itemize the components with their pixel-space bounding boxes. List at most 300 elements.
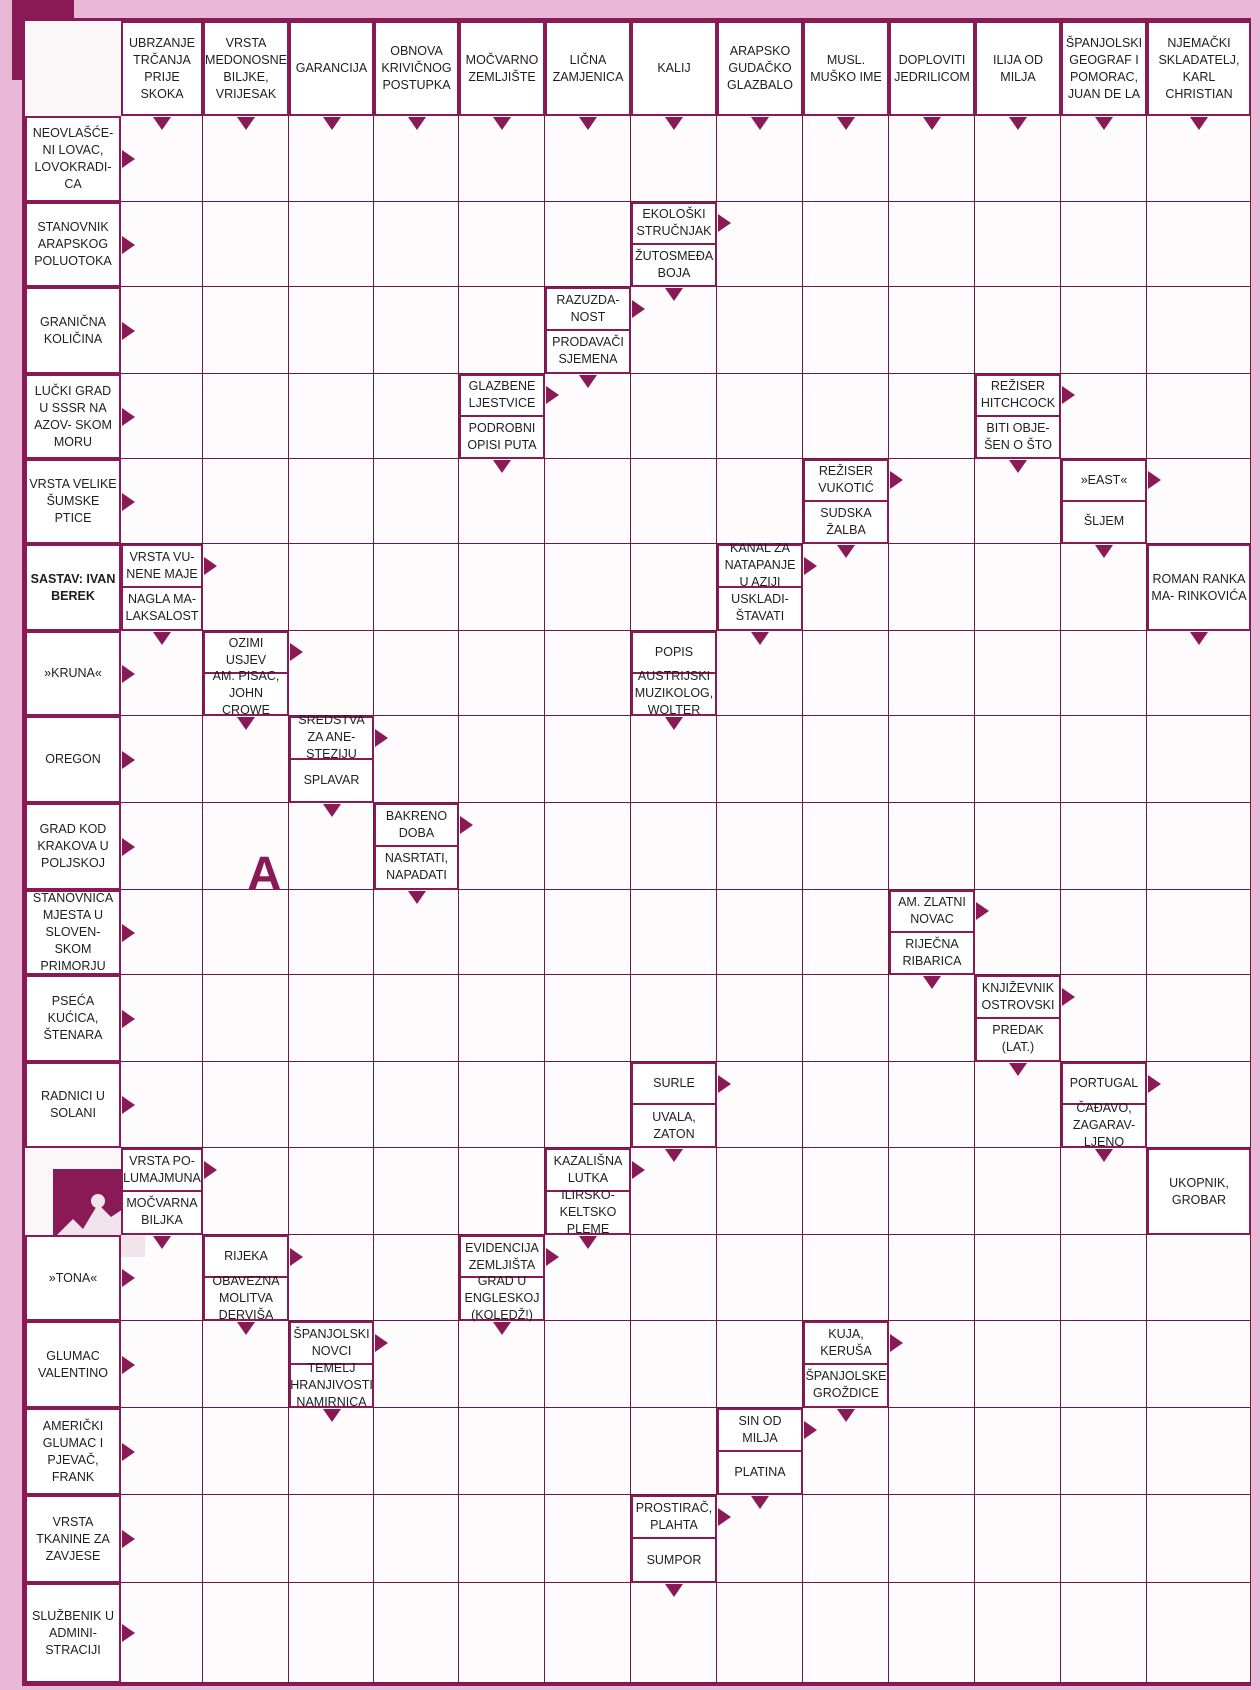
answer-cell[interactable]: [1061, 1408, 1147, 1495]
clue-text: ILIRSKO- KELTSKO PLEME: [559, 1187, 617, 1236]
answer-cell[interactable]: [631, 1583, 717, 1683]
inner-clue-box: [459, 1235, 545, 1321]
answer-cell[interactable]: [889, 716, 975, 803]
answer-cell[interactable]: [631, 1235, 717, 1321]
arrow-right-icon: [890, 1334, 903, 1352]
clue-top: [1063, 1064, 1145, 1105]
clue-text: GARANCIJA: [295, 61, 368, 75]
column-clue: [289, 21, 374, 116]
column-clue: [631, 21, 717, 116]
answer-cell[interactable]: [459, 202, 545, 287]
answer-cell[interactable]: [803, 1062, 889, 1148]
answer-cell[interactable]: [1061, 1235, 1147, 1321]
answer-cell[interactable]: [374, 1148, 459, 1235]
column-clue: [545, 21, 631, 116]
answer-cell[interactable]: [203, 287, 289, 374]
clue-top: [633, 204, 715, 245]
answer-cell[interactable]: [1147, 716, 1251, 803]
row-clue: [25, 631, 121, 716]
answer-cell[interactable]: [203, 890, 289, 975]
clue-text: EKOLOŠKI STRUČNJAK: [636, 207, 712, 239]
clue-bottom: [1063, 502, 1145, 543]
clue-top: [633, 1497, 715, 1539]
answer-cell[interactable]: [631, 890, 717, 975]
row-clue: [25, 459, 121, 544]
arrow-right-icon: [204, 1161, 217, 1179]
answer-cell[interactable]: [889, 287, 975, 374]
arrow-down-icon: [837, 1409, 855, 1422]
inner-clue-box: [545, 287, 631, 374]
answer-cell[interactable]: [717, 374, 803, 459]
answer-cell[interactable]: [1061, 202, 1147, 287]
arrow-down-icon: [923, 117, 941, 130]
answer-cell[interactable]: [803, 202, 889, 287]
clue-text: ILIJA OD MILJA: [992, 52, 1044, 84]
clue-top: [291, 1323, 372, 1365]
clue-text: BAKRENO DOBA: [385, 808, 448, 840]
answer-cell[interactable]: [717, 1583, 803, 1683]
arrow-down-icon: [323, 117, 341, 130]
clue-text: KNJIŽEVNIK OSTROVSKI: [981, 980, 1055, 1012]
arrow-down-icon: [1009, 460, 1027, 473]
row-clue: [25, 544, 121, 631]
answer-cell[interactable]: [803, 716, 889, 803]
arrow-right-icon: [546, 386, 559, 404]
answer-cell[interactable]: [374, 374, 459, 459]
answer-cell[interactable]: [289, 890, 374, 975]
row-clue: [25, 287, 121, 374]
answer-cell[interactable]: [717, 1235, 803, 1321]
clue-text: PRODAVAČI SJEMENA: [552, 335, 624, 367]
answer-cell[interactable]: [459, 975, 545, 1062]
answer-cell[interactable]: [374, 459, 459, 544]
answer-cell[interactable]: [459, 1062, 545, 1148]
clue-text: OBNOVA KRIVIČNOG POSTUPKA: [381, 44, 452, 92]
arrow-down-icon: [408, 891, 426, 904]
answer-cell[interactable]: [459, 1148, 545, 1235]
arrow-down-icon: [837, 545, 855, 558]
clue-text: LIČNA ZAMJENICA: [552, 52, 624, 84]
answer-cell[interactable]: [1147, 1062, 1251, 1148]
clue-bottom: [977, 1019, 1059, 1061]
arrow-down-icon: [1190, 632, 1208, 645]
row-clue: [25, 1321, 121, 1408]
answer-cell[interactable]: [1061, 890, 1147, 975]
answer-cell[interactable]: [1147, 1583, 1251, 1683]
arrow-right-icon: [976, 902, 989, 920]
clue-top: [376, 805, 457, 847]
answer-cell[interactable]: [545, 890, 631, 975]
answer-cell[interactable]: [717, 459, 803, 544]
clue-bottom: [123, 588, 201, 630]
clue-bottom: [719, 1452, 801, 1494]
arrow-right-icon: [1062, 386, 1075, 404]
answer-cell[interactable]: [975, 1235, 1061, 1321]
clue-text: PORTUGAL: [1069, 1076, 1139, 1090]
answer-cell[interactable]: [545, 631, 631, 716]
arrow-right-icon: [122, 1356, 135, 1374]
answer-cell[interactable]: [803, 1583, 889, 1683]
clue-text: MUSL. MUŠKO IME: [810, 52, 882, 84]
arrow-down-icon: [493, 1322, 511, 1335]
clue-text: PODROBNI OPISI PUTA: [467, 420, 537, 452]
answer-cell[interactable]: [545, 1408, 631, 1495]
answer-cell[interactable]: [889, 1583, 975, 1683]
arrow-down-icon: [665, 1149, 683, 1162]
inner-clue-box: [1061, 1062, 1147, 1148]
answer-cell[interactable]: [289, 1583, 374, 1683]
answer-cell[interactable]: [289, 975, 374, 1062]
arrow-down-icon: [153, 1236, 171, 1249]
clue-text: SLUŽBENIK U ADMINI- STRACIJI: [32, 1608, 114, 1657]
clue-top: [461, 1237, 543, 1278]
answer-cell[interactable]: [631, 1408, 717, 1495]
answer-cell[interactable]: [975, 803, 1061, 890]
answer-cell[interactable]: [975, 1583, 1061, 1683]
clue-text: PLATINA: [734, 1464, 786, 1479]
answer-cell[interactable]: [975, 716, 1061, 803]
answer-cell[interactable]: [289, 1495, 374, 1583]
answer-cell[interactable]: [803, 1235, 889, 1321]
answer-cell[interactable]: [717, 803, 803, 890]
answer-cell[interactable]: [545, 1583, 631, 1683]
answer-cell[interactable]: [203, 1408, 289, 1495]
answer-cell[interactable]: [374, 202, 459, 287]
clue-text: PROSTIRAČ, PLAHTA: [635, 1501, 713, 1532]
clue-text: NJEMAČKI SKLADATELJ, KARL CHRISTIAN: [1158, 35, 1240, 101]
clue-text: MOČVARNA BILJKA: [126, 1196, 198, 1228]
answer-cell[interactable]: [374, 544, 459, 631]
inner-clue-box: [803, 459, 889, 544]
answer-cell[interactable]: [889, 1495, 975, 1583]
clue-text: VRSTA TKANINE ZA ZAVJESE: [36, 1514, 110, 1563]
answer-cell[interactable]: [1147, 287, 1251, 374]
clue-text: VRSTA VU- NENE MAJE: [126, 549, 198, 581]
answer-cell[interactable]: [1147, 1321, 1251, 1408]
clue-text: OREGON: [45, 752, 101, 766]
answer-cell[interactable]: [631, 803, 717, 890]
answer-cell[interactable]: [1147, 803, 1251, 890]
answer-cell[interactable]: [374, 1235, 459, 1321]
answer-cell[interactable]: [203, 1583, 289, 1683]
clue-text: SUDSKA ŽALBA: [820, 505, 872, 537]
clue-bottom: [547, 1187, 629, 1236]
answer-cell[interactable]: [803, 374, 889, 459]
arrow-down-icon: [408, 117, 426, 130]
answer-cell[interactable]: [975, 631, 1061, 716]
answer-cell[interactable]: [889, 202, 975, 287]
answer-cell[interactable]: [289, 544, 374, 631]
answer-cell[interactable]: [1147, 459, 1251, 544]
row-clue: [25, 1235, 121, 1321]
clue-text: GLAZBENE LJESTVICE: [468, 379, 536, 411]
answer-cell[interactable]: [374, 1495, 459, 1583]
answer-cell[interactable]: [975, 1321, 1061, 1408]
arrow-right-icon: [804, 557, 817, 575]
inner-clue-box: [289, 1321, 374, 1408]
clue-text: »EAST«: [1080, 472, 1128, 487]
clue-text: USKLADI- ŠTAVATI: [731, 592, 789, 624]
row-clue: [25, 890, 121, 975]
answer-cell[interactable]: [289, 374, 374, 459]
clue-text: AMERIČKI GLUMAC I PJEVAČ, FRANK: [42, 1418, 104, 1484]
arrow-down-icon: [237, 117, 255, 130]
answer-cell[interactable]: [289, 459, 374, 544]
arrow-down-icon: [665, 717, 683, 730]
answer-cell[interactable]: [545, 202, 631, 287]
answer-cell[interactable]: [975, 1495, 1061, 1583]
inner-clue-box: [803, 1321, 889, 1408]
answer-cell[interactable]: [545, 1062, 631, 1148]
clue-bottom: [633, 669, 715, 718]
row-clue: [25, 975, 121, 1062]
clue-text: VRSTA PO- LUMAJMUNA: [123, 1153, 201, 1185]
answer-cell[interactable]: [631, 544, 717, 631]
clue-text: KUJA, KERUŠA: [820, 1326, 872, 1358]
answer-cell[interactable]: [1061, 1321, 1147, 1408]
answer-cell[interactable]: [374, 1062, 459, 1148]
arrow-down-icon: [665, 288, 683, 301]
answer-cell[interactable]: [1147, 1235, 1251, 1321]
clue-text: »KRUNA«: [44, 666, 102, 680]
clue-text: UVALA, ZATON: [652, 1109, 696, 1141]
arrow-down-icon: [837, 117, 855, 130]
crossword-board: [22, 18, 1251, 1686]
answer-cell[interactable]: [1061, 631, 1147, 716]
clue-bottom: [633, 1105, 715, 1146]
answer-cell[interactable]: [975, 1408, 1061, 1495]
answer-cell[interactable]: [459, 1495, 545, 1583]
answer-cell[interactable]: [459, 1583, 545, 1683]
arrow-right-icon: [122, 924, 135, 942]
answer-cell[interactable]: [1061, 803, 1147, 890]
answer-cell[interactable]: [631, 975, 717, 1062]
clue-text: AM. PISAC, JOHN CROWE: [212, 669, 280, 718]
clue-bottom: [719, 588, 801, 630]
clue-top: [891, 892, 973, 933]
answer-cell[interactable]: [889, 1235, 975, 1321]
row-clue: [25, 1062, 121, 1148]
arrow-down-icon: [579, 117, 597, 130]
clue-text: VRSTA VELIKE ŠUMSKE PTICE: [29, 477, 117, 525]
answer-cell[interactable]: [289, 287, 374, 374]
clue-text: POPIS: [654, 644, 694, 659]
clue-bottom: [891, 933, 973, 974]
row-clue: [25, 803, 121, 890]
answer-cell[interactable]: [889, 1148, 975, 1235]
answer-cell[interactable]: [1147, 975, 1251, 1062]
inner-clue-box: [631, 631, 717, 716]
clue-text: ŠPANJOLSKI NOVCI: [293, 1326, 370, 1358]
answer-cell[interactable]: [717, 287, 803, 374]
answer-cell[interactable]: [803, 803, 889, 890]
clue-bottom: [205, 669, 287, 718]
answer-cell[interactable]: [717, 890, 803, 975]
arrow-down-icon: [493, 117, 511, 130]
answer-cell[interactable]: [975, 544, 1061, 631]
inner-clue-box: [1147, 1148, 1251, 1235]
clue-text: SIN OD MILJA: [738, 1413, 782, 1445]
clue-bottom: [805, 502, 887, 543]
answer-cell[interactable]: [545, 716, 631, 803]
clue-text: GLUMAC VALENTINO: [38, 1348, 108, 1380]
answer-cell[interactable]: [631, 374, 717, 459]
inner-clue-box: [121, 544, 203, 631]
clue-bottom: [205, 1274, 287, 1322]
answer-cell[interactable]: [803, 1495, 889, 1583]
answer-cell[interactable]: [1147, 1495, 1251, 1583]
answer-cell[interactable]: [374, 1583, 459, 1683]
answer-cell[interactable]: [374, 287, 459, 374]
answer-cell[interactable]: [717, 716, 803, 803]
clue-text: ŠLJEM: [1083, 514, 1125, 529]
answer-cell[interactable]: [374, 631, 459, 716]
arrow-right-icon: [122, 665, 135, 683]
answer-cell[interactable]: [545, 459, 631, 544]
clue-text: PSEĆA KUĆICA, ŠTENARA: [43, 994, 103, 1042]
answer-cell[interactable]: [631, 1321, 717, 1408]
arrow-down-icon: [1009, 1063, 1027, 1076]
answer-cell[interactable]: [889, 374, 975, 459]
answer-cell[interactable]: [203, 374, 289, 459]
clue-text: ŠPANJOLSKI GEOGRAF I POMORAC, JUAN DE LA: [1065, 35, 1143, 101]
inner-clue-box: [1147, 544, 1251, 631]
answer-cell[interactable]: [975, 202, 1061, 287]
answer-cell[interactable]: [717, 975, 803, 1062]
answer-cell[interactable]: [803, 631, 889, 716]
arrow-right-icon: [804, 1421, 817, 1439]
arrow-right-icon: [122, 1269, 135, 1287]
column-clue: [1061, 21, 1147, 116]
answer-cell[interactable]: [545, 544, 631, 631]
answer-cell[interactable]: [203, 975, 289, 1062]
answer-cell[interactable]: [717, 1321, 803, 1408]
arrow-down-icon: [153, 632, 171, 645]
column-clue: [889, 21, 975, 116]
arrow-down-icon: [1095, 545, 1113, 558]
clue-bottom: [461, 417, 543, 458]
answer-cell[interactable]: [545, 803, 631, 890]
answer-cell[interactable]: [459, 631, 545, 716]
clue-text: SPLAVAR: [303, 772, 360, 787]
answer-cell[interactable]: [374, 975, 459, 1062]
answer-cell[interactable]: [803, 975, 889, 1062]
arrow-right-icon: [718, 1075, 731, 1093]
inner-clue-box: [203, 631, 289, 716]
arrow-down-icon: [751, 632, 769, 645]
answer-cell[interactable]: [803, 1148, 889, 1235]
answer-cell[interactable]: [889, 631, 975, 716]
clue-text: OZIMI USJEV: [225, 636, 267, 668]
clue-text: BITI OBJE- ŠEN O ŠTO: [984, 420, 1052, 452]
column-clue: [203, 21, 289, 116]
clue-text: LUČKI GRAD U SSSR NA AZOV- SKOM MORU: [34, 383, 112, 449]
answer-cell[interactable]: [803, 287, 889, 374]
arrow-right-icon: [122, 1443, 135, 1461]
clue-text: STANOVNICA MJESTA U SLOVEN- SKOM PRIMORJU: [32, 891, 114, 973]
answer-cell[interactable]: [459, 890, 545, 975]
answer-cell[interactable]: [717, 1148, 803, 1235]
answer-cell[interactable]: [459, 716, 545, 803]
answer-cell[interactable]: [545, 1321, 631, 1408]
clue-top: [805, 461, 887, 502]
clue-top: [1063, 461, 1145, 502]
inner-clue-box: [203, 1235, 289, 1321]
answer-cell[interactable]: [203, 459, 289, 544]
answer-cell[interactable]: [203, 1495, 289, 1583]
answer-cell[interactable]: [1061, 287, 1147, 374]
arrow-right-icon: [122, 838, 135, 856]
answer-cell[interactable]: [1147, 1408, 1251, 1495]
answer-cell[interactable]: [545, 1495, 631, 1583]
clue-bottom: [461, 1274, 543, 1322]
answer-cell[interactable]: [889, 803, 975, 890]
answer-cell[interactable]: [459, 287, 545, 374]
answer-cell[interactable]: [803, 890, 889, 975]
row-clue: [25, 1583, 121, 1683]
clue-text: NASRTATI, NAPADATI: [384, 851, 449, 883]
answer-cell[interactable]: [1061, 1495, 1147, 1583]
arrow-right-icon: [122, 1624, 135, 1642]
clue-top: [805, 1323, 887, 1365]
clue-text: REŽISER HITCHCOCK: [980, 379, 1056, 411]
clue-text: NAGLA MA- LAKSALOST: [125, 592, 199, 624]
clue-top: [977, 977, 1059, 1019]
answer-cell[interactable]: [631, 459, 717, 544]
clue-bottom: [633, 1539, 715, 1581]
answer-cell[interactable]: [1147, 890, 1251, 975]
answer-cell[interactable]: [203, 202, 289, 287]
clue-text: GRANIČNA KOLIČINA: [40, 314, 106, 346]
answer-cell[interactable]: [203, 1062, 289, 1148]
answer-cell[interactable]: [1147, 374, 1251, 459]
answer-cell[interactable]: [1147, 202, 1251, 287]
clue-text: SASTAV: IVAN BEREK: [30, 571, 116, 603]
arrow-down-icon: [1095, 1149, 1113, 1162]
answer-cell[interactable]: [289, 202, 374, 287]
clue-text: EVIDENCIJA ZEMLJIŠTA: [465, 1240, 539, 1272]
answer-cell[interactable]: [545, 975, 631, 1062]
clue-top: [719, 541, 801, 590]
arrow-down-icon: [323, 804, 341, 817]
clue-text: KANAL ZA NATAPANJE U AZIJI: [724, 541, 796, 590]
clue-text: DOPLOVITI JEDRILICOM: [894, 52, 970, 84]
clue-text: RADNICI U SOLANI: [41, 1089, 105, 1120]
answer-cell[interactable]: [1061, 1583, 1147, 1683]
answer-cell[interactable]: [975, 1148, 1061, 1235]
clue-text: MOČVARNO ZEMLJIŠTE: [465, 52, 539, 84]
answer-cell[interactable]: [975, 287, 1061, 374]
answer-cell[interactable]: [889, 1408, 975, 1495]
answer-cell[interactable]: [889, 544, 975, 631]
clue-text: AUSTRIJSKI MUZIKOLOG, WOLTER: [634, 669, 714, 718]
clue-bottom: [291, 760, 372, 802]
arrow-right-icon: [460, 816, 473, 834]
answer-cell[interactable]: [289, 1148, 374, 1235]
arrow-right-icon: [122, 150, 135, 168]
answer-cell[interactable]: [374, 1408, 459, 1495]
arrow-right-icon: [290, 643, 303, 661]
answer-cell[interactable]: [459, 544, 545, 631]
inner-clue-box: [631, 202, 717, 287]
answer-cell[interactable]: [1061, 716, 1147, 803]
answer-cell[interactable]: [289, 1062, 374, 1148]
answer-cell[interactable]: [889, 1062, 975, 1148]
arrow-right-icon: [122, 322, 135, 340]
row-clue: [25, 716, 121, 803]
arrow-right-icon: [632, 300, 645, 318]
answer-cell[interactable]: [459, 1408, 545, 1495]
